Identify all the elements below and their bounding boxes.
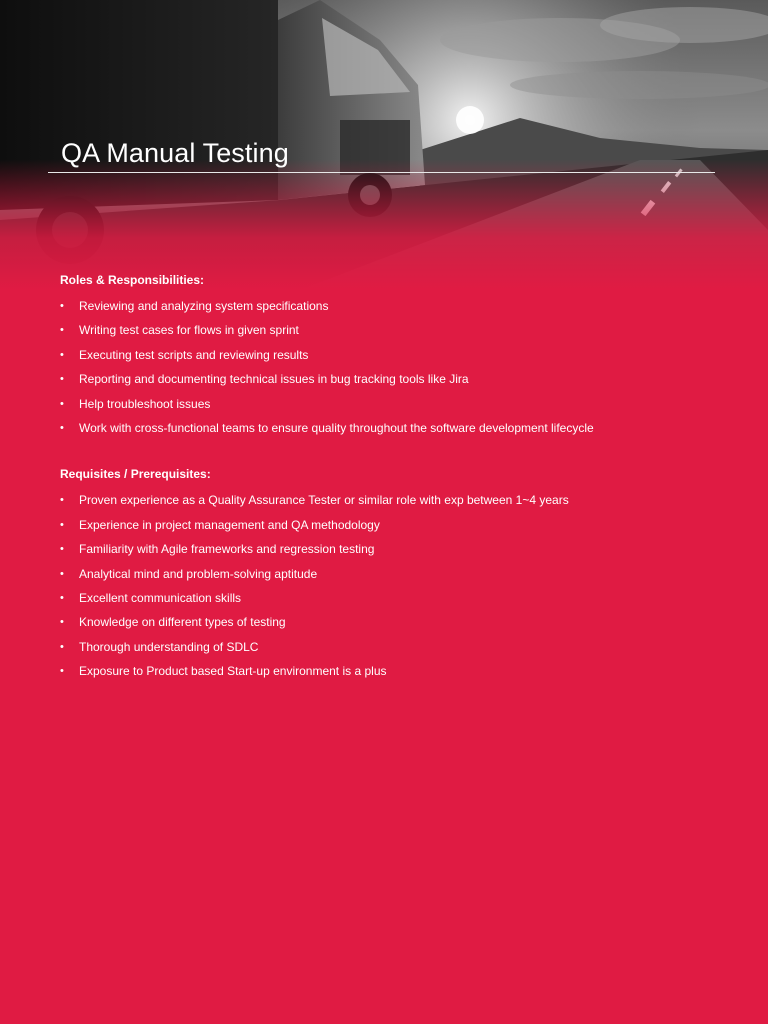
requisites-heading: Requisites / Prerequisites:	[60, 467, 211, 482]
bullet-icon: •	[60, 640, 64, 653]
bullet-icon: •	[60, 494, 64, 507]
list-item-text: Thorough understanding of SDLC	[79, 639, 259, 654]
list-item-text: Reporting and documenting technical issues in bug tracking tools like Jira	[79, 372, 469, 387]
bullet-icon: •	[60, 373, 64, 386]
list-item	[60, 294, 750, 318]
list-item	[60, 659, 750, 683]
title-divider	[48, 172, 715, 173]
requisites-section	[60, 464, 750, 683]
bullet-icon: •	[60, 300, 64, 312]
list-item	[60, 488, 750, 512]
list-item-text: Reviewing and analyzing system specifications	[79, 299, 329, 313]
bullet-icon: •	[60, 543, 64, 556]
list-item	[60, 635, 750, 659]
list-item	[60, 610, 750, 634]
page-title: QA Manual Testing	[61, 138, 289, 168]
content-body	[60, 270, 750, 684]
bullet-icon: •	[60, 348, 64, 361]
bullet-icon: •	[60, 665, 64, 678]
list-item-text: Excellent communication skills	[79, 591, 242, 606]
bullet-icon: •	[60, 567, 64, 580]
hero-banner	[0, 0, 768, 290]
list-item	[60, 586, 750, 610]
bullet-icon: •	[60, 324, 64, 337]
list-item	[60, 367, 750, 391]
requisites-list	[60, 488, 750, 683]
list-item	[60, 416, 750, 440]
list-item-text: Writing test cases for flows in given sprint	[79, 323, 299, 338]
list-item-text: Work with cross-functional teams to ensure quality throughout the software development lifecycle	[79, 421, 594, 436]
list-item	[60, 318, 750, 342]
list-item-text: Experience in project management and QA methodology	[79, 517, 380, 532]
bullet-icon: •	[60, 518, 64, 531]
roles-heading: Roles & Responsibilities:	[60, 273, 205, 287]
bullet-icon: •	[60, 592, 64, 605]
list-item-text: Knowledge on different types of testing	[79, 615, 286, 630]
list-item	[60, 537, 750, 561]
list-item-text: Familiarity with Agile frameworks and regression testing	[79, 542, 375, 557]
list-item	[60, 513, 750, 537]
list-item-text: Proven experience as a Quality Assurance Tester or similar role with exp between 1~4 years	[79, 493, 569, 508]
list-item-text: Help troubleshoot issues	[79, 396, 211, 411]
roles-section	[60, 270, 750, 440]
bullet-icon: •	[60, 616, 64, 629]
list-item-text: Executing test scripts and reviewing results	[79, 347, 309, 362]
list-item-text: Exposure to Product based Start-up environment is a plus	[79, 664, 387, 679]
list-item	[60, 562, 750, 586]
list-item	[60, 392, 750, 416]
bullet-icon: •	[60, 397, 64, 410]
roles-list	[60, 294, 750, 440]
list-item-text: Analytical mind and problem-solving aptitude	[79, 566, 318, 581]
bullet-icon: •	[60, 422, 64, 435]
list-item	[60, 343, 750, 367]
